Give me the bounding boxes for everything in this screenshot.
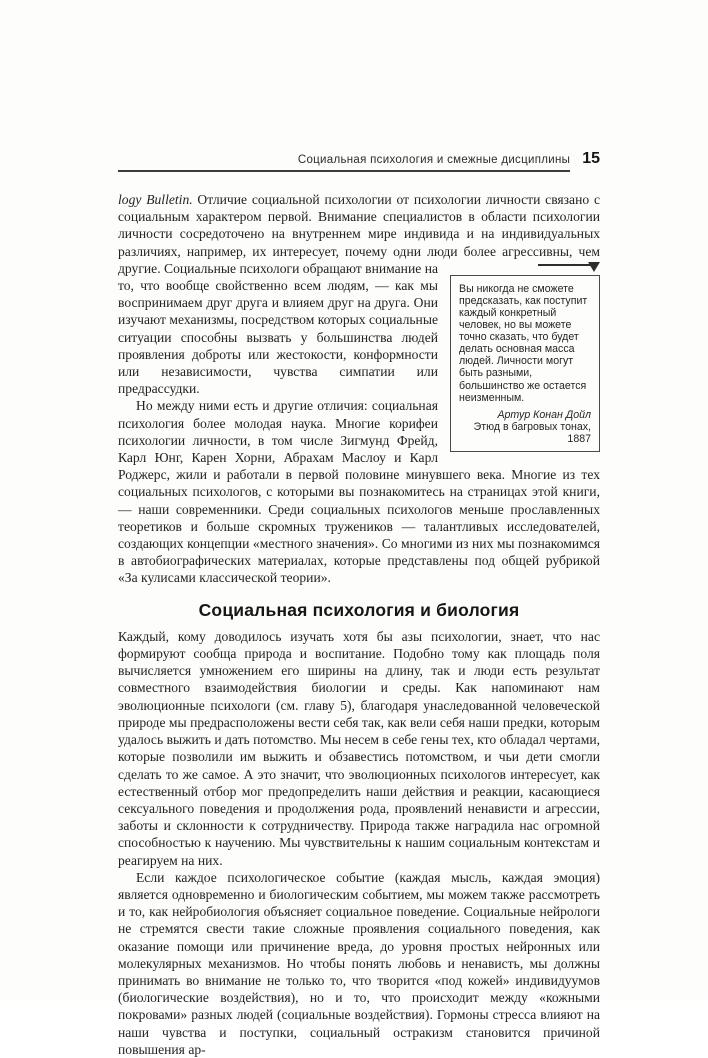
arrow-head [588,262,600,272]
paragraph-3: Каждый, кому доводилось изучать хотя бы азы психологии, знает, что нас формируют сообща природа и воспитание. Подобно тому как площадь поля вычисляется умножением его ширины на длину, так и люди есть результат совместного взаимодействия биологии и среды. Как напоминают нам эволюционные психологи (см. главу 5), благодаря унаследованной человеческой природе мы предрасположены вести себя так, как вели себя наши предки, которым удалось выжить и дать потомство. Мы несем в себе гены тех, кто обладал чертами, которые позволили им выжить и обзавестись потомством, и чьи дети смогли сделать то же самое. А это значит, что эволюционных психологов интересует, как естественный отбор мог предопределить наши действия и реакции, касающиеся сексуального поведения и продолжения рода, проявлений ненависти и агрессии, заботы и склонности к сотрудничеству. Природа также наградила нас огромной способностью к научению. Мы чувствительны к нашим социальным контекстам и реагируем на них. [118,628,600,868]
page-number: 15 [582,150,600,167]
margin-quote [450,260,600,452]
quote-box [450,275,600,452]
quote-attribution: Артур Конан Дойл [497,408,591,421]
paragraph-4: Если каждое психологическое событие (каждая мысль, каждая эмоция) является одновременно и биологическим событием, мы можем также рассмотреть и то, как нейробиология объясняет социальное поведение. Социальные нейрологи не стремятся свести такие сложные проявления социального поведения, как оказание помощи или причинение вреда, до уровня простых нейронных или молекулярных механизмов. Но чтобы понять любовь и ненависть, мы должны принимать во внимание не только то, что творится «под кожей» индивидуумов (биологические воздействия), но и то, что происходит между «кожными покровами» разных людей (социальные воздействия). Гормоны стресса влияют на наши чувства и поступки, социальный остракизм становится причиной повышения ар- [118,869,600,1057]
body-text [118,191,600,1058]
running-head [118,150,600,172]
running-title: Социальная психология и смежные дисциплины [118,154,570,172]
journal-title-fragment: logy Bulletin. [118,192,193,207]
paragraph-1-text-before-box: Отличие социальной психологии от психологии личности связано с социальным характером первой. Внимание специалистов в области психологии личности сосредоточено на внутреннем мире индивида и на индивидуальных различиях, например, их интересует, почему одни люди более [118,192,600,259]
quote-source [459,421,591,445]
quote-source-title: Этюд в багровых тонах, [473,420,591,433]
arrow-line [538,264,594,266]
page-content [118,150,600,1058]
paragraph-1 [118,191,600,445]
callout-arrow-icon [450,260,600,274]
section-heading: Социальная психология и биология [198,599,520,620]
quote-text: Вы никогда не сможете предсказать, как поступит каждый конкретный человек, но вы можете точно сказать, что будет делать основная масса людей. Личности могут быть разными, большинство же остается неизменным. [459,282,588,404]
paragraph-2: Но между ними есть и другие отличия: социальная психология более молодая наука. Многие корифеи психологии личности, в том числе Зигмунд Фрейд, Карл Юнг, Карен Хорни, Абрахам Маслоу и Карл Роджерс, жили и работали в первой половине минувшего века. Многие из тех социальных психологов, с которыми вы познакомитесь на страницах этой книги, — наши современники. Среди социальных психологов меньше прославленных теоретиков и больше скромных тружеников — талантливых исследователей, создающих концепции «местного значения». Со многими из них мы познакомимся в автобиографических материалах, которые представлены под общей рубрикой «За кулисами классической теории». [118,398,600,586]
paragraph-1-text-after-box: агрессивны, чем другие. Социальные психологи обращают внимание на то, что вообще свойственно всем людям, — как мы воспринимаем друг друга и влияем друг на друга. Они изучают механизмы, посредством которых социальные ситуации способны вызвать у большинства людей проявления доброты или жестокости, конформности или независимости, чувства симпатии или предрассудки. [118,243,600,397]
quote-source-year: 1887 [567,432,591,445]
